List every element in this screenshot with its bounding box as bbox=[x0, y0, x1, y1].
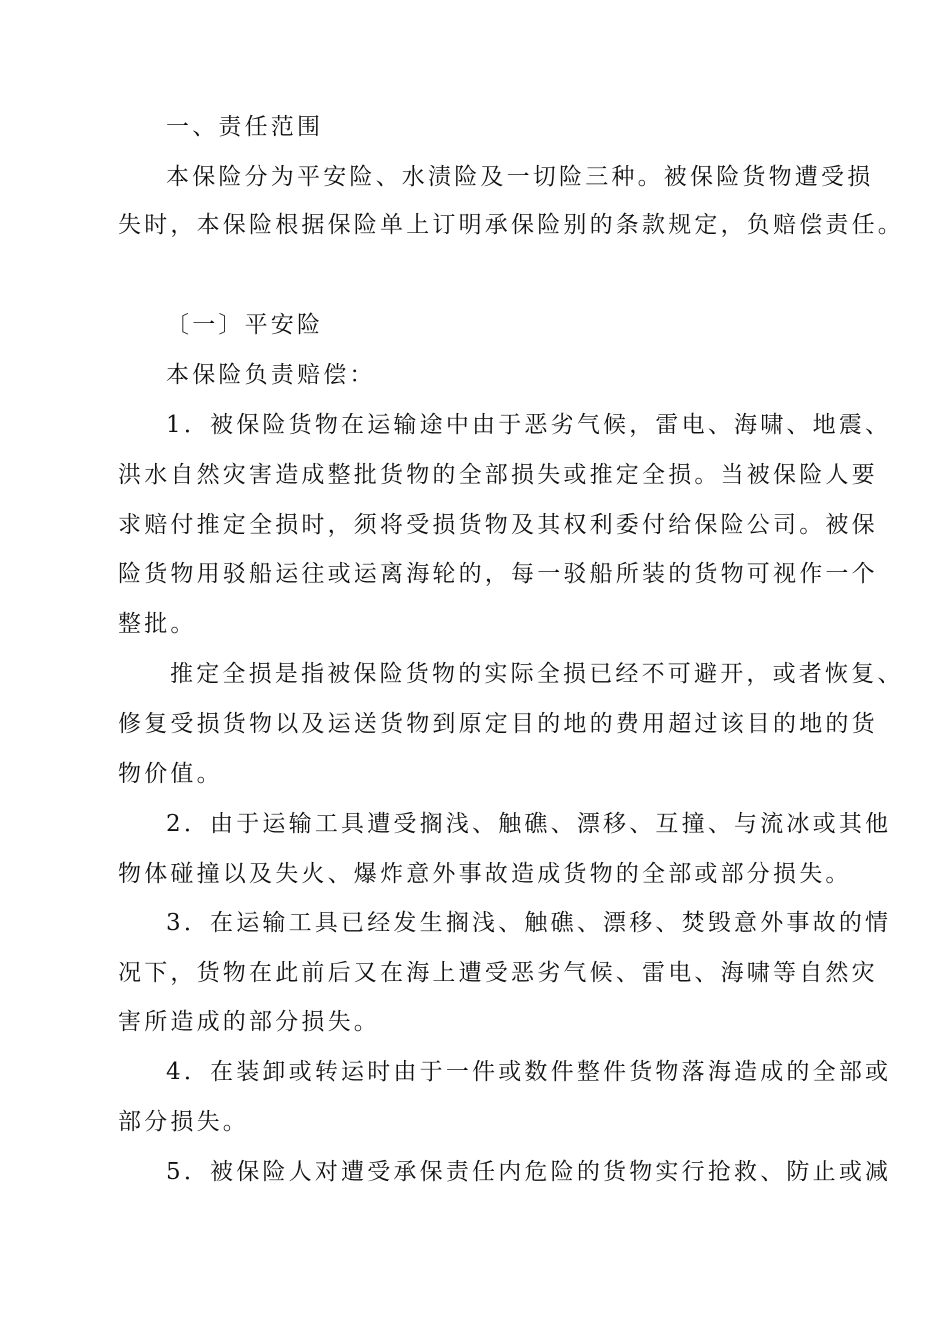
section-heading-scope: 一、责任范围 bbox=[166, 114, 324, 140]
item-3-line-2: 况下，货物在此前后又在海上遭受恶劣气候、雷电、海啸等自然灾 bbox=[118, 960, 878, 986]
ctl-definition-line-3: 物价值。 bbox=[118, 761, 223, 787]
section-heading-fpa: 〔一〕平安险 bbox=[166, 312, 324, 338]
ctl-definition-line-1: 推定全损是指被保险货物的实际全损已经不可避开，或者恢复、 bbox=[170, 661, 904, 687]
item-1-line-3: 求赔付推定全损时，须将受损货物及其权利委付给保险公司。被保 bbox=[118, 512, 878, 538]
item-3-line-3: 害所造成的部分损失。 bbox=[118, 1009, 380, 1035]
item-1-line-2: 洪水自然灾害造成整批货物的全部损失或推定全损。当被保险人要 bbox=[118, 462, 878, 488]
item-4-line-1: 4．在装卸或转运时由于一件或数件整件货物落海造成的全部或 bbox=[166, 1059, 892, 1085]
fpa-lead-text: 本保险负责赔偿： bbox=[166, 362, 376, 388]
item-1-line-4: 险货物用驳船运往或运离海轮的，每一驳船所装的货物可视作一个 bbox=[118, 561, 878, 587]
item-3-line-1: 3．在运输工具已经发生搁浅、触礁、漂移、焚毁意外事故的情 bbox=[166, 910, 892, 936]
intro-line-2: 失时，本保险根据保险单上订明承保险别的条款规定，负赔偿责任。 bbox=[118, 212, 904, 238]
item-1-line-1: 1．被保险货物在运输途中由于恶劣气候，雷电、海啸、地震、 bbox=[166, 412, 892, 438]
intro-line-1: 本保险分为平安险、水渍险及一切险三种。被保险货物遭受损 bbox=[166, 164, 874, 190]
item-2-line-1: 2．由于运输工具遭受搁浅、触礁、漂移、互撞、与流冰或其他 bbox=[166, 811, 892, 837]
item-5-line-1: 5．被保险人对遭受承保责任内危险的货物实行抢救、防止或减 bbox=[166, 1159, 892, 1185]
ctl-definition-line-2: 修复受损货物以及运送货物到原定目的地的费用超过该目的地的货 bbox=[118, 711, 878, 737]
item-2-line-2: 物体碰撞以及失火、爆炸意外事故造成货物的全部或部分损失。 bbox=[118, 861, 852, 887]
item-1-line-5: 整批。 bbox=[118, 611, 197, 637]
item-4-line-2: 部分损失。 bbox=[118, 1109, 249, 1135]
